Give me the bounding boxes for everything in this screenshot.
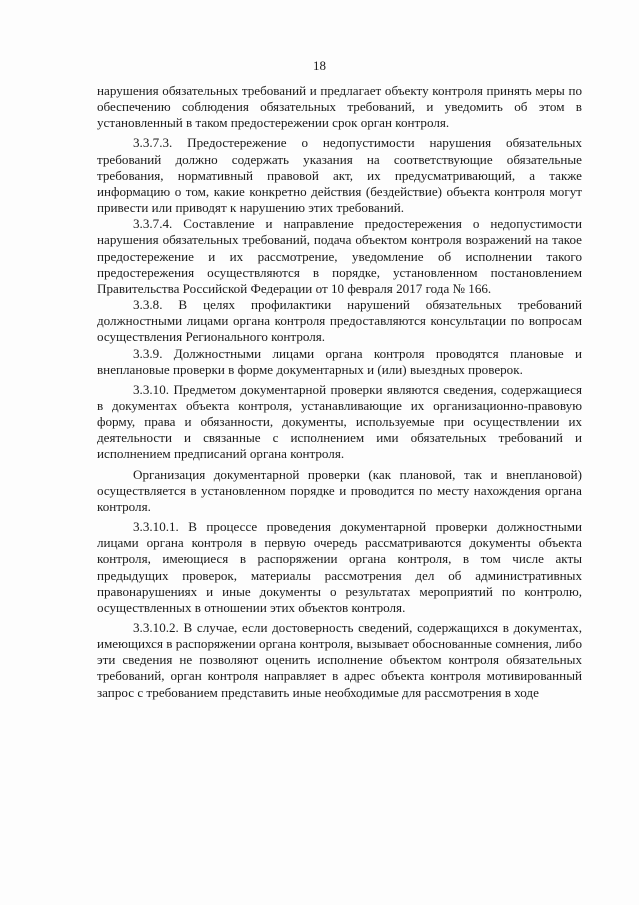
document-body bbox=[97, 83, 582, 701]
paragraph-3-3-7-3: 3.3.7.3. Предостережение о недопустимости нарушения обязательных требований должно содержать указания на соответствующие обязательные требования, нормативный правовой акт, их предусматривающий, а также информацию о том, какие конкретно действия (бездействие) объекта контроля могут привести или приводят к нарушению этих требований. bbox=[97, 135, 582, 216]
paragraph-3-3-10-2: 3.3.10.2. В случае, если достоверность сведений, содержащихся в документах, имеющихся в распоряжении органа контроля, вызывает обоснованные сомнения, либо эти сведения не позволяют оценить исполнение объектом контроля обязательных требований, орган контроля направляет в адрес объекта контроля мотивированный запрос с требованием представить иные необходимые для рассмотрения в ходе bbox=[97, 620, 582, 700]
paragraph-3-3-8: 3.3.8. В целях профилактики нарушений обязательных требований должностными лицами органа контроля предоставляются консультации по вопросам осуществления Регионального контроля. bbox=[97, 297, 582, 345]
paragraph-continuation: нарушения обязательных требований и предлагает объекту контроля принять меры по обеспечению соблюдения обязательных требований, и уведомить об этом в установленный в таком предостережении срок орган контроля. bbox=[97, 83, 582, 131]
paragraph-3-3-10: 3.3.10. Предметом документарной проверки являются сведения, содержащиеся в документах объекта контроля, устанавливающие их организационно-правовую форму, права и обязанности, документы, используемые при осуществлении их деятельности и связанные с исполнением ими обязательных требований и исполнением предписаний органа контроля. bbox=[97, 381, 582, 462]
paragraph-3-3-10-1: 3.3.10.1. В процессе проведения документарной проверки должностными лицами органа контроля в первую очередь рассматриваются документы объекта контроля, имеющиеся в распоряжении органа контроля, в том числе акты предыдущих проверок, материалы рассмотрения дел об административных правонарушениях и иные документы о результатах мероприятий по контролю, осуществленных в отношении этих объектов контроля. bbox=[97, 519, 582, 615]
paragraph-3-3-9: 3.3.9. Должностными лицами органа контроля проводятся плановые и внеплановые проверки в форме документарных и (или) выездных проверок. bbox=[97, 345, 582, 377]
paragraph-3-3-7-4: 3.3.7.4. Составление и направление предостережения о недопустимости нарушения обязательных требований, подача объектом контроля возражений на такое предостережение и их рассмотрение, уведомление об исполнении такого предостережения осуществляются в порядке, установленном постановлением Правительства Российской Федерации от 10 февраля 2017 года № 166. bbox=[97, 216, 582, 296]
paragraph-organization: Организация документарной проверки (как плановой, так и внеплановой) осуществляется в установленном порядке и проводится по месту нахождения органа контроля. bbox=[97, 466, 582, 514]
page-number: 18 bbox=[313, 58, 326, 73]
